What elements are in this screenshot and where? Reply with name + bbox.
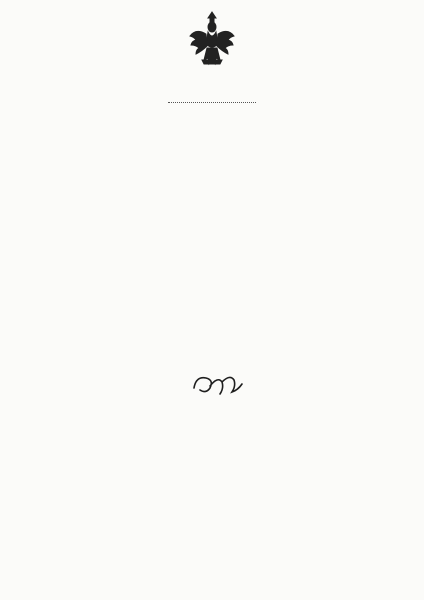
garuda-emblem-icon (188, 10, 236, 66)
dotted-divider (168, 102, 256, 103)
subject-line (100, 86, 122, 96)
signature-icon (186, 368, 246, 402)
tenant-list (84, 168, 374, 171)
